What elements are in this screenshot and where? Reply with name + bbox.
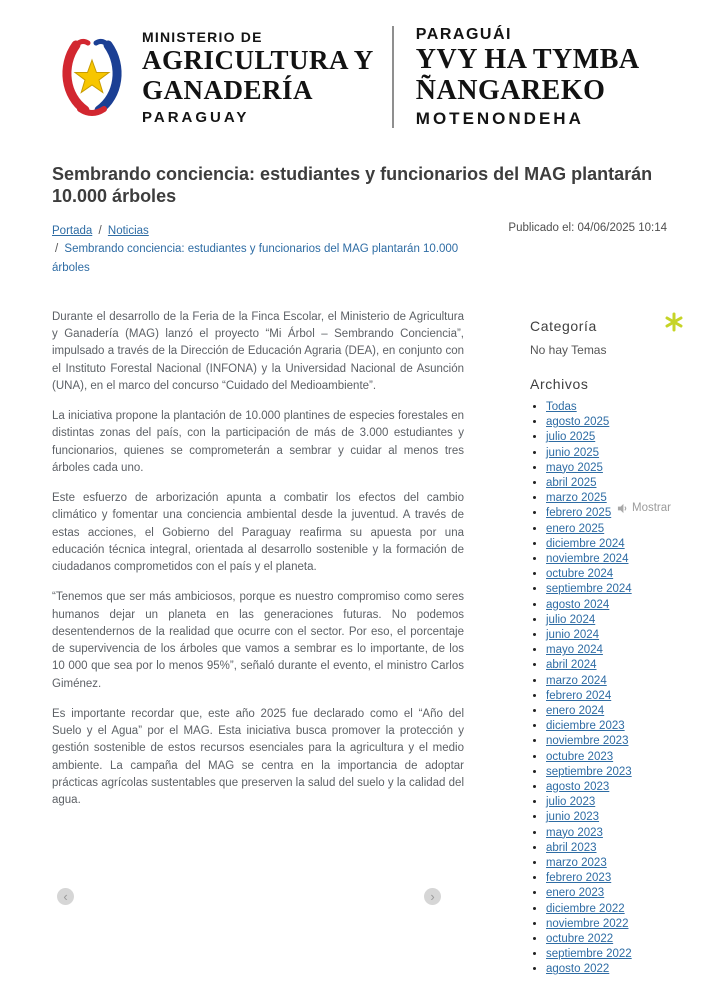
archive-item <box>546 871 667 886</box>
mag-logo <box>55 32 129 123</box>
archive-link[interactable]: junio 2023 <box>546 811 600 824</box>
guarani-line-2: YVY HA TYMBA <box>415 44 640 75</box>
archive-item <box>546 765 667 780</box>
breadcrumb-link-current[interactable]: Sembrando conciencia: estudiantes y funcionarios del MAG plantarán 10.000 árboles <box>52 243 459 274</box>
breadcrumb-link-noticias[interactable]: Noticias <box>107 224 149 237</box>
archive-link[interactable]: agosto 2022 <box>546 963 610 976</box>
archive-link[interactable]: marzo 2024 <box>546 674 607 687</box>
category-empty-text: No hay Temas <box>530 342 607 357</box>
archive-item <box>546 598 667 613</box>
published-date: Publicado el: 04/06/2025 10:14 <box>508 221 667 234</box>
accessibility-widget[interactable] <box>664 312 684 335</box>
article-paragraph: Es importante recordar que, este año 2025 fue declarado como el “Año del Suelo y el Agua” por el MAG. Esta iniciativa busca promover la protección y gestión sostenible de estos recursos esenciales para la agricultura y el medio ambiente. La campaña del MAG se centra en la importancia de adoptar prácticas agrícolas sustentables que preserven la salud del suelo y la calidad del agua. <box>52 707 464 807</box>
archive-link[interactable]: Todas <box>546 400 577 413</box>
ministry-line-3: GANADERÍA <box>142 75 314 106</box>
article-body <box>52 309 464 978</box>
archive-link[interactable]: agosto 2025 <box>546 416 610 429</box>
archive-link[interactable]: mayo 2024 <box>546 644 603 657</box>
archive-item <box>546 476 667 491</box>
archive-item <box>546 856 667 871</box>
archive-link[interactable]: mayo 2023 <box>546 826 603 839</box>
archive-link[interactable]: abril 2024 <box>546 659 597 672</box>
archive-link[interactable]: junio 2025 <box>546 446 600 459</box>
archive-link[interactable]: julio 2025 <box>546 431 596 444</box>
archive-item <box>546 658 667 673</box>
archive-link[interactable]: abril 2025 <box>546 476 597 489</box>
archives-list <box>530 400 667 978</box>
archive-link[interactable]: agosto 2023 <box>546 780 610 793</box>
archive-item <box>546 446 667 461</box>
speaker-icon <box>617 503 628 514</box>
archive-item <box>546 689 667 704</box>
archive-link[interactable]: diciembre 2023 <box>546 720 625 733</box>
archive-link[interactable]: febrero 2024 <box>546 689 612 702</box>
main-content <box>0 129 707 978</box>
chevron-right-icon: › <box>430 888 435 904</box>
archive-link[interactable]: julio 2023 <box>546 796 596 809</box>
archive-link[interactable]: enero 2025 <box>546 522 605 535</box>
article-paragraph: Durante el desarrollo de la Feria de la Finca Escolar, el Ministerio de Agricultura y Ganadería (MAG) lanzó el proyecto “Mi Árbol – Sembrando Conciencia”, impulsado a través de la Dirección de Educación Agraria (DEA), en conjunto con el Instituto Forestal Nacional (INFONA) y la Universidad Nacional de Asunción (UNA), en el marco del concurso “Cuidado del Medioambiente”. <box>52 310 464 392</box>
meta-row <box>52 222 667 277</box>
article-paragraph: La iniciativa propone la plantación de 10.000 plantines de especies forestales en distintas zonas del país, con la participación de más de 3.000 estudiantes y funcionarios, quienes se comprometerán a sembrar y cuidar al menos tres árboles cada uno. <box>52 410 464 474</box>
archive-item <box>546 810 667 825</box>
breadcrumb-link-portada[interactable]: Portada <box>52 224 93 237</box>
archive-item <box>546 719 667 734</box>
archive-item <box>546 415 667 430</box>
archive-item <box>546 750 667 765</box>
coat-of-arms-icon <box>55 32 129 118</box>
next-arrow-button[interactable] <box>424 888 441 905</box>
archive-link[interactable]: febrero 2023 <box>546 872 612 885</box>
archive-item <box>546 704 667 719</box>
archive-link[interactable]: octubre 2023 <box>546 750 614 763</box>
archive-item <box>546 461 667 476</box>
archive-link[interactable]: julio 2024 <box>546 613 596 626</box>
archive-item <box>546 643 667 658</box>
guarani-line-3: ÑANGAREKO <box>415 75 606 107</box>
archive-link[interactable]: agosto 2024 <box>546 598 610 611</box>
archive-link[interactable]: mayo 2025 <box>546 461 603 474</box>
archive-link[interactable]: septiembre 2023 <box>546 765 632 778</box>
archive-link[interactable]: marzo 2023 <box>546 856 607 869</box>
header-divider <box>392 26 394 128</box>
archive-item <box>546 947 667 962</box>
chevron-left-icon: ‹ <box>63 888 68 904</box>
content-row <box>52 309 667 978</box>
archive-item <box>546 674 667 689</box>
breadcrumb-separator: / <box>98 224 102 237</box>
archive-link[interactable]: noviembre 2024 <box>546 552 629 565</box>
archive-link[interactable]: septiembre 2022 <box>546 948 632 961</box>
archive-link[interactable]: marzo 2025 <box>546 492 607 505</box>
ministry-line-2: AGRICULTURA Y <box>142 45 374 76</box>
page-title: Sembrando conciencia: estudiantes y funcionarios del MAG plantarán 10.000 árboles <box>52 163 653 207</box>
archive-item <box>546 552 667 567</box>
archive-item <box>546 962 667 977</box>
category-heading: Categoría <box>530 317 597 334</box>
archive-link[interactable]: septiembre 2024 <box>546 583 632 596</box>
ministry-line-1: MINISTERIO DE <box>142 29 263 46</box>
archive-link[interactable]: octubre 2024 <box>546 568 614 581</box>
archive-link[interactable]: febrero 2025 <box>546 507 612 520</box>
archive-item <box>546 795 667 810</box>
mostrar-tooltip <box>614 501 674 515</box>
archive-item <box>546 780 667 795</box>
archive-link[interactable]: noviembre 2023 <box>546 735 629 748</box>
archive-link[interactable]: enero 2023 <box>546 887 605 900</box>
archive-item <box>546 734 667 749</box>
archive-item <box>546 582 667 597</box>
archive-link[interactable]: diciembre 2022 <box>546 902 625 915</box>
mostrar-label: Mostrar <box>632 502 671 514</box>
asterisk-icon <box>664 312 684 332</box>
archive-item <box>546 886 667 901</box>
archive-link[interactable]: junio 2024 <box>546 628 600 641</box>
archive-item <box>546 902 667 917</box>
archive-link[interactable]: noviembre 2022 <box>546 917 629 930</box>
archive-item <box>546 537 667 552</box>
archive-item <box>546 567 667 582</box>
article-paragraph: “Tenemos que ser más ambiciosos, porque es nuestro compromiso como seres humanos dejar un planeta en las generaciones futuras. No podemos desentendernos de la realidad que ocurre con el sector. Por eso, el porcentaje de supervivencia de los árboles que vamos a sembrar es lo importante, de los 10 000 que sea por lo menos 95%”, señaló durante el evento, el ministro Carlos Giménez. <box>52 591 464 690</box>
archive-link[interactable]: octubre 2022 <box>546 933 614 945</box>
archive-item <box>546 400 667 415</box>
site-header <box>0 0 707 129</box>
archive-item <box>546 826 667 841</box>
archive-item <box>546 841 667 856</box>
sidebar <box>530 309 667 978</box>
guarani-name-block <box>416 26 640 129</box>
guarani-line-1: PARAGUÁI <box>415 26 512 43</box>
ministry-name-block <box>142 29 374 125</box>
archive-link[interactable]: abril 2023 <box>546 841 597 854</box>
breadcrumb-current <box>52 240 484 277</box>
archive-link[interactable]: enero 2024 <box>546 704 605 717</box>
archives-heading: Archivos <box>530 375 589 392</box>
guarani-line-4: MOTENONDEHA <box>415 108 584 128</box>
breadcrumb <box>52 222 484 277</box>
article-paragraph: Este esfuerzo de arborización apunta a combatir los efectos del cambio climático y fomentar una conciencia ambiental desde la juventud. A través de estas acciones, el Gobierno del Paraguay reafirma su apuesta por una educación técnica integral, orientada al desarrollo sostenible y la formación de ciudadanos comprometidos con el país y el planeta. <box>52 492 464 574</box>
archive-item <box>546 932 667 947</box>
prev-arrow-button[interactable] <box>57 888 74 905</box>
ministry-line-4: PARAGUAY <box>142 108 250 126</box>
archive-item <box>546 917 667 932</box>
breadcrumb-separator: / <box>55 243 59 256</box>
archive-item <box>546 430 667 445</box>
archive-item <box>546 628 667 643</box>
archive-item <box>546 613 667 628</box>
archive-link[interactable]: diciembre 2024 <box>546 537 625 550</box>
archive-item <box>546 522 667 537</box>
